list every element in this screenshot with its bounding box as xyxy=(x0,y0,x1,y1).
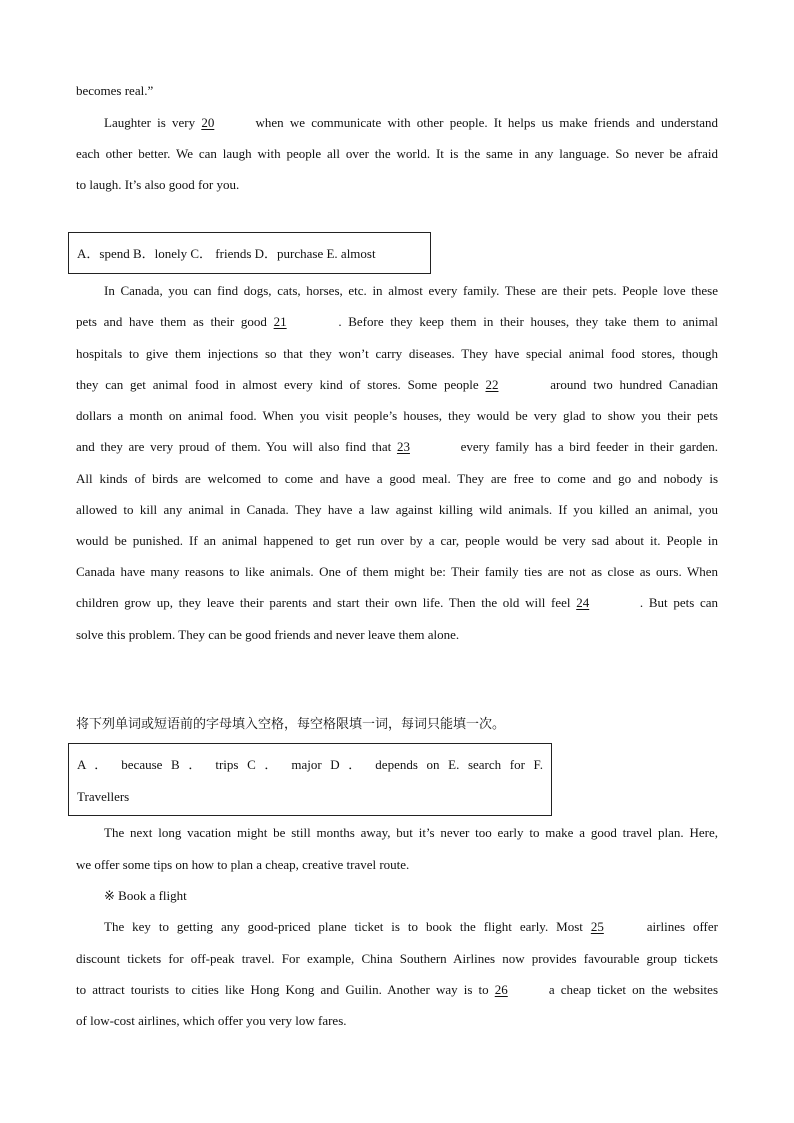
text-segment: airlines offer xyxy=(646,919,718,934)
word-bank-box xyxy=(68,232,431,274)
word-bank-options: A．spend B．lonely C． friends D．purchase E. almost xyxy=(77,246,376,261)
text-line: All kinds of birds are welcomed to come and have a good meal. They are free to come and go and nobody is xyxy=(76,471,718,486)
text-line: would be punished. If an animal happened to get run over by a car, people would be very sad about it. People in xyxy=(76,533,718,548)
text-line xyxy=(104,115,718,131)
text-segment: when we communicate with other people. It helps us make friends and understand xyxy=(255,115,718,130)
word-bank-options: A ． because B ． trips C ． major D ． depends on E. search for F. xyxy=(77,757,543,772)
text-segment: pets and have them as their good xyxy=(76,314,267,329)
blank-22[interactable]: 22 xyxy=(485,377,499,392)
blank-24[interactable]: 24 xyxy=(576,595,590,610)
text-line: Canada have many reasons to like animals. One of them might be: Their family ties are not as close as ours. When xyxy=(76,564,718,579)
text-line: The next long vacation might be still months away, but it’s never too early to make a good travel plan. Here, xyxy=(104,825,718,840)
text-line: of low-cost airlines, which offer you very low fares. xyxy=(76,1013,347,1028)
text-line: each other better. We can laugh with people all over the world. It is the same in any language. So never be afraid xyxy=(76,146,718,161)
blank-23[interactable]: 23 xyxy=(396,439,410,454)
text-segment: they can get animal food in almost every kind of stores. Some people xyxy=(76,377,479,392)
text-segment: children grow up, they leave their parents and start their own life. Then the old will feel xyxy=(76,595,571,610)
text-line: discount tickets for off-peak travel. For example, China Southern Airlines now provides favourable group tickets xyxy=(76,951,718,966)
text-line: becomes real.” xyxy=(76,83,154,98)
word-bank-options: Travellers xyxy=(77,789,130,804)
text-segment: Laughter is very xyxy=(104,115,196,130)
text-line xyxy=(104,919,718,935)
text-segment: and they are very proud of them. You will also find that xyxy=(76,439,392,454)
blank-25[interactable]: 25 xyxy=(590,919,604,934)
text-line: solve this problem. They can be good friends and never leave them alone. xyxy=(76,627,460,642)
text-line xyxy=(76,439,718,455)
text-line: allowed to kill any animal in Canada. They have a law against killing wild animals. If you killed an animal, you xyxy=(76,502,718,517)
text-line xyxy=(76,377,718,393)
text-line: to laugh. It’s also good for you. xyxy=(76,177,240,192)
instruction-text: 将下列单词或短语前的字母填入空格，每空格限填一词，每词只能填一次。 xyxy=(76,717,506,732)
text-segment: The key to getting any good-priced plane ticket is to book the flight early. Most xyxy=(104,919,583,934)
text-line xyxy=(76,595,718,611)
blank-21[interactable]: 21 xyxy=(273,314,287,329)
text-segment: every family has a bird feeder in their garden. xyxy=(460,439,718,454)
text-line: dollars a month on animal food. When you visit people’s houses, they would be very glad to show you their pets xyxy=(76,408,718,423)
text-segment: . Before they keep them in their houses, they take them to animal xyxy=(338,314,719,329)
text-line xyxy=(76,982,718,998)
text-segment: a cheap ticket on the websites xyxy=(548,982,718,997)
text-segment: to attract tourists to cities like Hong Kong and Guilin. Another way is to xyxy=(76,982,489,997)
word-bank-box xyxy=(68,743,552,816)
text-line: we offer some tips on how to plan a cheap, creative travel route. xyxy=(76,857,410,872)
text-line: hospitals to give them injections so that they won’t carry diseases. They have special animal food stores, though xyxy=(76,346,718,361)
text-line xyxy=(76,314,718,330)
section-heading: ※ Book a flight xyxy=(104,888,187,903)
blank-20[interactable]: 20 xyxy=(201,115,215,130)
text-segment: . But pets can xyxy=(639,595,719,610)
text-segment: around two hundred Canadian xyxy=(550,377,719,392)
blank-26[interactable]: 26 xyxy=(494,982,508,997)
text-line: In Canada, you can find dogs, cats, horses, etc. in almost every family. These are their pets. People love these xyxy=(104,283,718,298)
